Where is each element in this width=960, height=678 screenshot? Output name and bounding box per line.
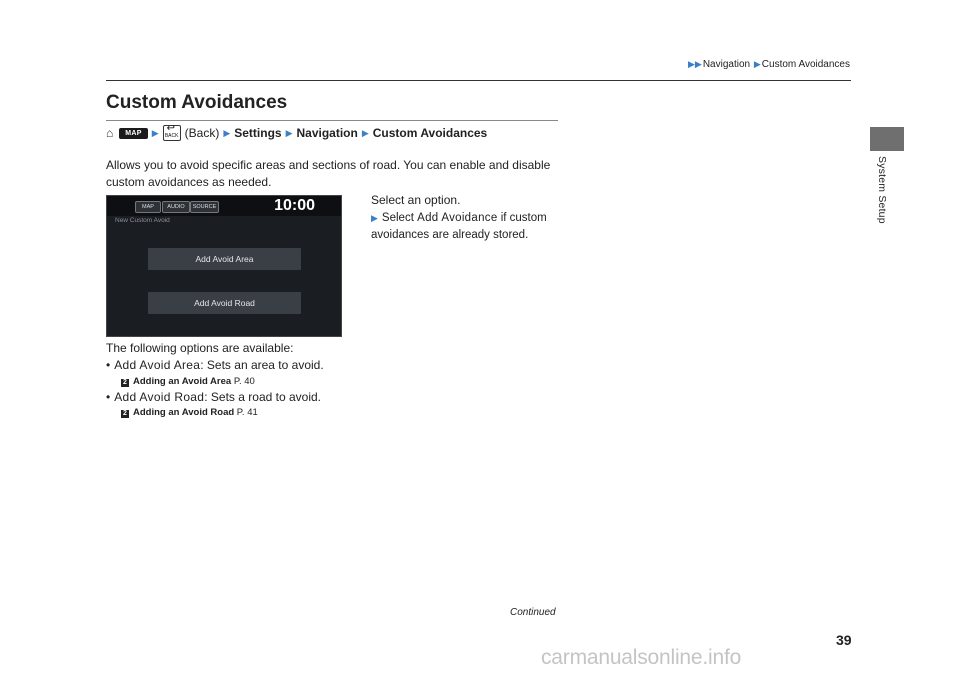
navigation-path (106, 125, 487, 141)
page-number: 39 (836, 632, 852, 648)
arrow-icon: ▶ (371, 213, 378, 223)
add-avoid-area-button[interactable]: Add Avoid Area (148, 248, 301, 270)
screen-heading: New Custom Avoid (115, 217, 170, 224)
back-button-icon[interactable]: ↩ BACK (163, 125, 181, 141)
arrow-icon: ▶▶ (687, 59, 702, 69)
option-term: Add Avoid Area (114, 358, 201, 372)
continued-label: Continued (510, 607, 556, 618)
options-intro: The following options are available: (106, 341, 294, 355)
section-tab-label: System Setup (876, 156, 888, 224)
instruction-main: Select an option. (371, 193, 461, 207)
path-step-settings: Settings (234, 126, 282, 140)
path-step-navigation: Navigation (296, 126, 358, 140)
arrow-icon: ▶ (285, 127, 293, 138)
screen-tab-source[interactable]: SOURCE (190, 201, 219, 213)
home-icon: ⌂ (106, 126, 114, 140)
device-screen (106, 195, 342, 337)
back-label: (Back) (184, 126, 220, 140)
arrow-icon: ▶ (151, 127, 159, 138)
page-title: Custom Avoidances (106, 92, 288, 113)
instruction-sub (371, 210, 571, 244)
reference-title: Adding an Avoid Road (133, 407, 235, 418)
option-term: Add Avoid Road (114, 390, 205, 404)
reference-page: P. 41 (236, 407, 258, 418)
screen-clock: 10:00 (274, 197, 315, 214)
bullet-icon: • (106, 390, 111, 404)
cross-reference[interactable] (121, 376, 255, 387)
option-item (106, 390, 321, 404)
option-desc: : Sets a road to avoid. (204, 390, 321, 404)
breadcrumb (687, 59, 850, 70)
instruction-sub-prefix: Select (381, 212, 414, 224)
watermark: carmanualsonline.info (541, 646, 742, 669)
instruction-sub-rest: if custom avoidances are already stored. (371, 212, 547, 241)
reference-title: Adding an Avoid Area (133, 376, 232, 387)
screen-tab-audio[interactable]: AUDIO (162, 201, 190, 213)
map-button[interactable]: MAP (119, 128, 147, 139)
header-divider (106, 80, 851, 81)
option-desc: : Sets an area to avoid. (200, 358, 324, 372)
intro-paragraph: Allows you to avoid specific areas and sections of road. You can enable and disable custom avoidances as needed. (106, 158, 551, 189)
add-avoid-road-button[interactable]: Add Avoid Road (148, 292, 301, 314)
option-item (106, 358, 324, 372)
bullet-icon: • (106, 358, 111, 372)
section-tab-marker (870, 127, 904, 151)
arrow-icon: ▶ (361, 127, 369, 138)
instruction-sub-term: Add Avoidance (417, 212, 498, 224)
reference-icon: 2 (121, 410, 129, 418)
reference-icon: 2 (121, 379, 129, 387)
arrow-icon: ▶ (223, 127, 231, 138)
breadcrumb-item-custom-avoidances[interactable]: Custom Avoidances (761, 59, 850, 70)
title-divider (106, 120, 558, 121)
cross-reference[interactable] (121, 407, 258, 418)
screen-tab-map[interactable]: MAP (135, 201, 161, 213)
reference-page: P. 40 (233, 376, 255, 387)
breadcrumb-item-navigation[interactable]: Navigation (702, 59, 751, 70)
path-step-custom-avoidances: Custom Avoidances (372, 126, 488, 140)
arrow-icon: ▶ (753, 59, 761, 69)
